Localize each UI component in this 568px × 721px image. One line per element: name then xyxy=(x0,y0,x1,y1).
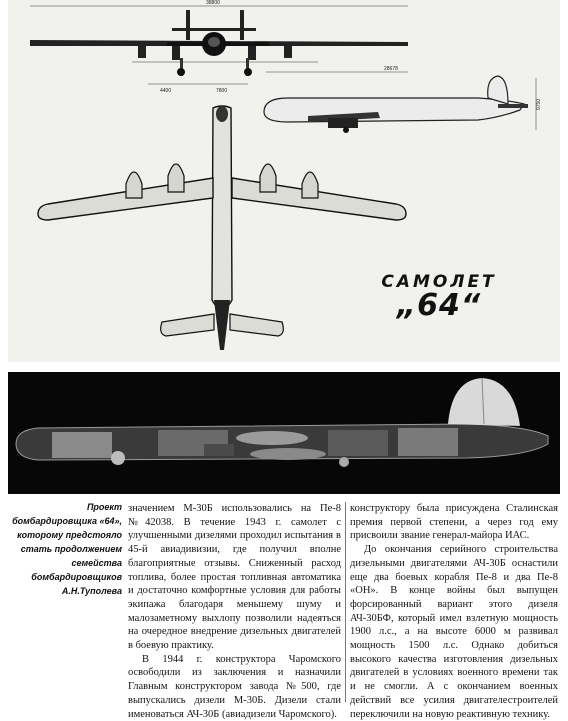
engine-spacing-dimension-2: 7800 xyxy=(216,88,228,94)
article-paragraph: конструктору была присуждена Сталинская премия первой степени, а через год ему присвоили звание генерал-майора ИАС. xyxy=(350,503,558,542)
column-divider xyxy=(345,502,346,702)
front-view xyxy=(30,0,408,94)
figure-caption: Проект бомбардировщика «64», которому предстояло стать продолжением семейства бомбардировщиков А.Н.Туполева xyxy=(12,502,122,596)
height-dimension: 9750 xyxy=(536,98,542,110)
aircraft-title-line1: САМОЛЕТ xyxy=(381,272,497,292)
aircraft-title-number: „64“ xyxy=(396,288,482,323)
article-paragraph: В 1944 г. конструктора Чаромского освободили из заключения и назначили Главным конструктором завода №500, где выпускались дизели М-30Б. Дизели стали именоваться АЧ-30Б (авиадизели Чаромского). xyxy=(128,653,341,720)
article-paragraph: До окончания серийного строительства дизельными двигателями АЧ-30Б оснастили еще два боевых корабля Пе-8 и два Пе-8 «ОН». В конце войны был выпущен форсированный вариант этого дизеля АЧ-30БФ, который имел взлетную мощность 1900 л.с., а на высоте 6000 м развивал мощность 1500 л.с. Однако добиться высокого качества изготовления дизельных двигателей в условиях военного времени так и не смогли. А с окончанием военных действий все усилия двигателестроителей переключили на новую реактивную технику. xyxy=(350,544,558,720)
article-column-1 xyxy=(128,502,341,721)
aircraft-title xyxy=(364,272,514,323)
cutaway-svg xyxy=(8,372,560,494)
length-dimension: 28678 xyxy=(384,66,398,72)
engine-spacing-dimension-1: 4400 xyxy=(160,88,172,94)
cutaway-illustration xyxy=(8,372,560,494)
aircraft-three-view-drawing xyxy=(8,0,560,362)
article-paragraph: значением М-30Б использовались на Пе-8 №42038. В течение 1943 г. самолет с улучшенными дизелями проходил испытания в 45-й авиадивизии, где получил вполне благоприятные отзывы. Сниженный расход топлива, более простая топливная автоматика и достаточно комфортные условия для работы экипажа благодаря меньшему шуму и малозаметному выхлопу позволили надеяться на очередное внедрение дизельных двигателей в боевую практику. xyxy=(128,503,341,652)
top-view xyxy=(38,106,406,350)
article-column-2 xyxy=(350,502,558,721)
span-dimension: 38800 xyxy=(206,0,220,6)
side-view xyxy=(264,66,542,133)
